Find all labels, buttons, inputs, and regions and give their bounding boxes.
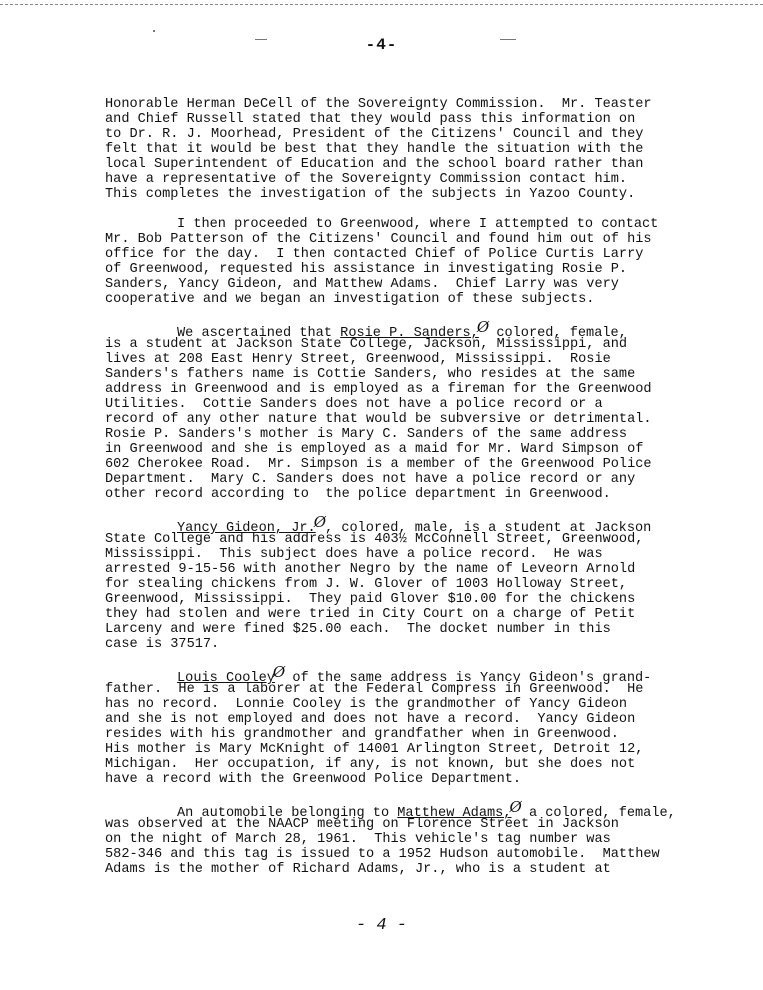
text-line: to Dr. R. J. Moorhead, President of the Citizens' Council and they	[105, 127, 644, 142]
text-line: they had stolen and were tried in City Court on a charge of Petit	[105, 607, 636, 622]
subject-name: Louis Cooley	[177, 671, 275, 686]
handwritten-mark: Ø	[313, 513, 326, 531]
text-line: case is 37517.	[105, 637, 220, 652]
handwritten-mark: Ø	[476, 318, 490, 336]
text-line: in Greenwood and she is employed as a maid for Mr. Ward Simpson of	[105, 442, 644, 457]
text-line: cooperative and we began an investigation of these subjects.	[105, 292, 595, 307]
text-line: Utilities. Cottie Sanders does not have a police record or a	[105, 397, 603, 412]
text-line: Michigan. Her occupation, if any, is not known, but she does not	[105, 757, 636, 772]
subject-name: Rosie P. Sanders,	[340, 326, 479, 341]
text-line: have a representative of the Sovereignty Commission contact him.	[105, 172, 628, 187]
text-line: is a student at Jackson State College, Jackson, Mississippi, and	[105, 337, 628, 352]
handwritten-mark: Ø	[509, 798, 522, 816]
text-line: Larceny and were fined $25.00 each. The docket number in this	[105, 622, 611, 637]
text-line: Mississippi. This subject does have a police record. He was	[105, 547, 603, 562]
text-line: for stealing chickens from J. W. Glover of 1003 Holloway Street,	[105, 577, 628, 592]
paragraph-louis-cooley	[105, 663, 725, 787]
page-number-bottom: - 4 -	[355, 916, 407, 935]
text-segment: of the same address is Yancy Gideon's grand-	[284, 671, 652, 686]
subject-name: Matthew Adams,	[397, 806, 512, 821]
text-line	[105, 798, 725, 821]
text-line: 602 Cherokee Road. Mr. Simpson is a member of the Greenwood Police	[105, 457, 652, 472]
page-number-top: -4-	[365, 36, 398, 54]
paragraph-yancy-gideon	[105, 513, 725, 652]
text-segment: , colored, male, is a student at Jackson	[325, 521, 652, 536]
text-segment: We ascertained that	[177, 326, 341, 341]
text-line	[105, 318, 725, 341]
letter-body	[105, 97, 725, 892]
text-line: other record according to the police department in Greenwood.	[105, 487, 611, 502]
handwritten-mark: Ø	[272, 663, 286, 681]
paragraph-yazoo-conclusion	[105, 97, 725, 202]
text-line	[105, 513, 725, 536]
text-line: local Superintendent of Education and the school board rather than	[105, 157, 644, 172]
text-segment: An automobile belonging to	[177, 806, 398, 821]
text-line	[105, 663, 725, 686]
text-line: State College and his address is 403½ McConnell Street, Greenwood,	[105, 532, 644, 547]
text-line: I then proceeded to Greenwood, where I attempted to contact	[177, 217, 659, 232]
text-line: This completes the investigation of the subjects in Yazoo County.	[105, 187, 636, 202]
text-line: address in Greenwood and is employed as a fireman for the Greenwood	[105, 382, 652, 397]
page-top-edge	[0, 0, 763, 5]
text-line: 582-346 and this tag is issued to a 1952 Hudson automobile. Matthew	[105, 847, 660, 862]
text-segment: a colored, female,	[520, 806, 676, 821]
text-line: Department. Mary C. Sanders does not have a police record or any	[105, 472, 636, 487]
text-line: has no record. Lonnie Cooley is the grandmother of Yancy Gideon	[105, 697, 628, 712]
text-line: arrested 9-15-56 with another Negro by the name of Leveorn Arnold	[105, 562, 636, 577]
subject-name: Yancy Gideon, Jr.	[177, 521, 316, 536]
text-line: have a record with the Greenwood Police Department.	[105, 772, 522, 787]
text-segment: colored, female,	[488, 326, 627, 341]
text-line: on the night of March 28, 1961. This vehicle's tag number was	[105, 832, 611, 847]
text-line: father. He is a laborer at the Federal Compress in Greenwood. He	[105, 682, 644, 697]
text-line: Mr. Bob Patterson of the Citizens' Council and found him out of his	[105, 232, 652, 247]
text-line: and she is not employed and does not have a record. Yancy Gideon	[105, 712, 636, 727]
text-line: resides with his grandmother and grandfather when in Greenwood.	[105, 727, 619, 742]
text-line: was observed at the NAACP meeting on Florence Street in Jackson	[105, 817, 619, 832]
scan-speck	[153, 30, 155, 32]
paragraph-matthew-adams	[105, 798, 725, 877]
text-line: His mother is Mary McKnight of 14001 Arlington Street, Detroit 12,	[105, 742, 644, 757]
text-line: Sanders's fathers name is Cottie Sanders, who resides at the same	[105, 367, 636, 382]
text-line: Honorable Herman DeCell of the Sovereignty Commission. Mr. Teaster	[105, 97, 652, 112]
text-line: Greenwood, Mississippi. They paid Glover $10.00 for the chickens	[105, 592, 636, 607]
text-line: Sanders, Yancy Gideon, and Matthew Adams. Chief Larry was very	[105, 277, 619, 292]
text-line: and Chief Russell stated that they would pass this information on	[105, 112, 636, 127]
text-line: Adams is the mother of Richard Adams, Jr., who is a student at	[105, 862, 611, 877]
text-line: felt that it would be best that they handle the situation with the	[105, 142, 644, 157]
text-line: Rosie P. Sanders's mother is Mary C. Sanders of the same address	[105, 427, 628, 442]
text-line: record of any other nature that would be subversive or detrimental.	[105, 412, 652, 427]
text-line: of Greenwood, requested his assistance in investigating Rosie P.	[105, 262, 628, 277]
paragraph-greenwood	[105, 217, 725, 307]
text-line: lives at 208 East Henry Street, Greenwood, Mississippi. Rosie	[105, 352, 611, 367]
paragraph-rosie-sanders	[105, 318, 725, 502]
text-line: office for the day. I then contacted Chief of Police Curtis Larry	[105, 247, 644, 262]
